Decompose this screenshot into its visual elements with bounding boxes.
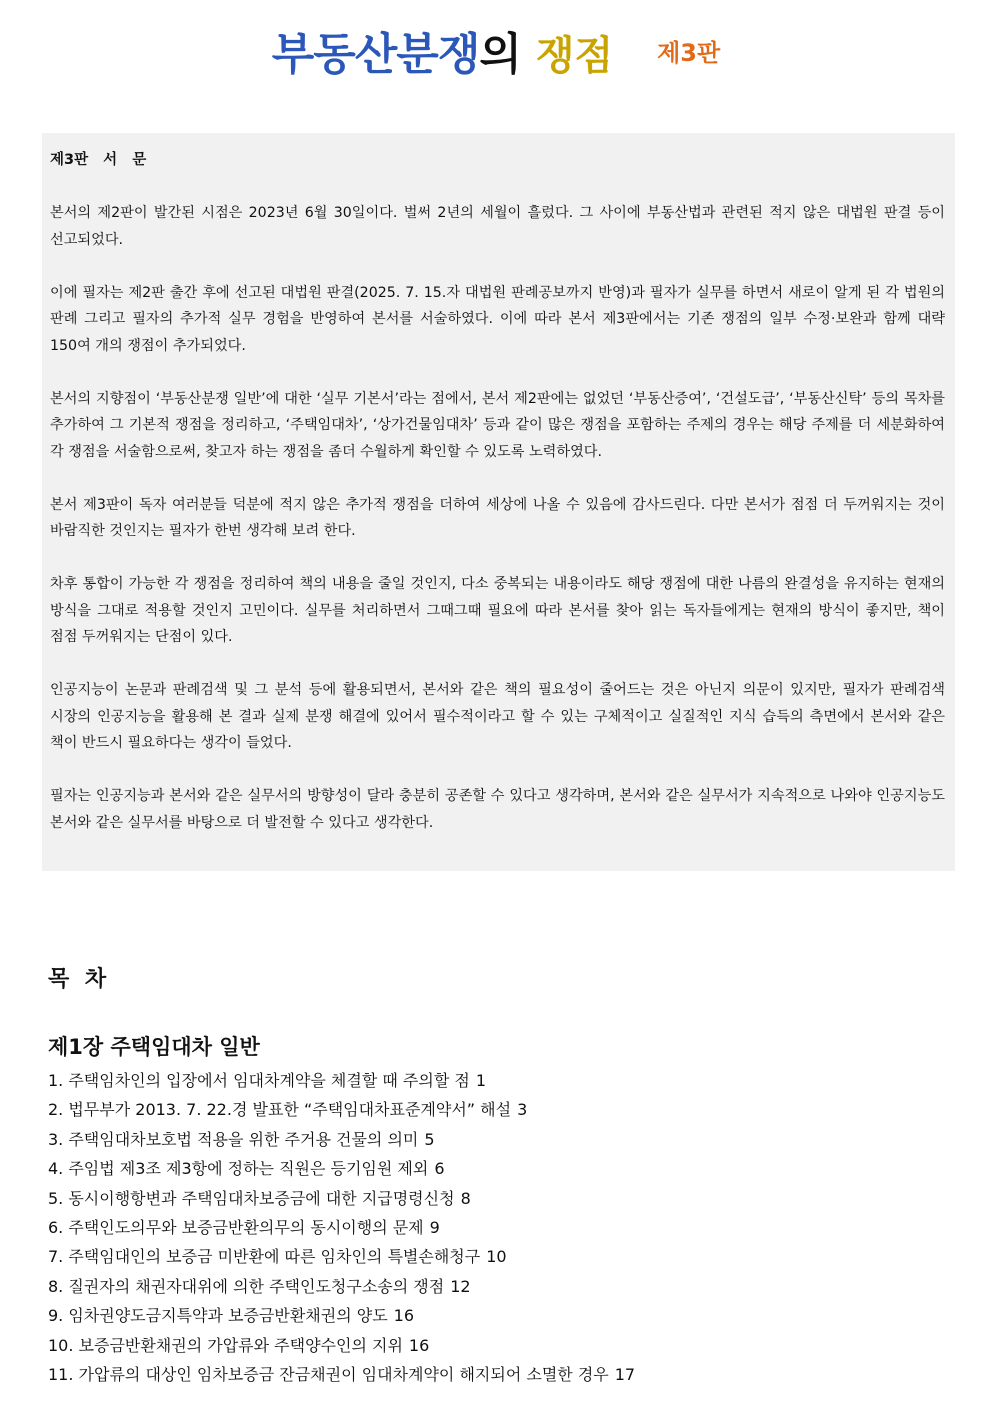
toc-item-page: 9	[429, 1218, 440, 1238]
toc-item-label: 8. 질권자의 채권자대위에 의한 주택인도청구소송의 쟁점	[48, 1276, 445, 1296]
preface-paragraph-2: 이에 필자는 제2판 출간 후에 선고된 대법원 판결(2025. 7. 15.자 대법원 판례공보까지 반영)과 필자가 실무를 하면서 새로이 알게 된 각 법원의 판례 그리고 필자의 추가적 실무 경험을 반영하여 본서를 서술하였다. 이에 따라 본서 제3판에서는 기존 쟁점의 일부 수정·보완과 함께 대략 150여 개의 쟁점이 추가되었다.	[50, 284, 945, 354]
toc-item-label: 5. 동시이행항변과 주택임대차보증금에 대한 지급명령신청	[48, 1188, 455, 1208]
book-title-particle: 의	[479, 29, 522, 80]
preface-paragraph-3: 본서의 지향점이 ‘부동산분쟁 일반’에 대한 ‘실무 기본서’라는 점에서, 본서 제2판에는 없었던 ‘부동산증여’, ‘건설도급’, ‘부동산신탁’ 등의 목차를 추가하여 그 기본적 쟁점을 정리하고, ‘주택임대차’, ‘상가건물임대차’ 등과 같이 많은 쟁점을 포함하는 주제의 경우는 해당 주제를 더 세분화하여 각 쟁점을 서술함으로써, 찾고자 하는 쟁점을 좀더 수월하게 확인할 수 있도록 노력하였다.	[50, 390, 945, 460]
toc-item[interactable]	[48, 1301, 948, 1330]
toc-item-label: 1. 주택임차인의 입장에서 임대차계약을 체결할 때 주의할 점	[48, 1071, 470, 1090]
toc-item-page: 3	[517, 1100, 528, 1120]
toc-item[interactable]	[48, 1184, 948, 1213]
preface-paragraph-6: 인공지능이 논문과 판례검색 및 그 분석 등에 활용되면서, 본서와 같은 책의 필요성이 줄어드는 것은 아닌지 의문이 있지만, 필자가 판례검색 시장의 인공지능을 활용해 본 결과 실제 분쟁 해결에 있어서 필수적이라고 할 수 있는 구체적이고 실질적인 지식 습득의 측면에서 본서와 같은 책이 반드시 필요하다는 생각이 들었다.	[50, 682, 945, 751]
preface-paragraph-4: 본서 제3판이 독자 여러분들 덕분에 적지 않은 추가적 쟁점을 더하여 세상에 나올 수 있음에 감사드린다. 다만 본서가 점점 더 두꺼워지는 것이 바람직한 것인지는 필자가 한번 생각해 보려 한다.	[50, 496, 945, 539]
toc-item[interactable]	[48, 1272, 948, 1301]
toc-item-label: 7. 주택임대인의 보증금 미반환에 따른 임차인의 특별손해청구	[48, 1247, 481, 1267]
toc-item-label: 11. 가압류의 대상인 임차보증금 잔금채권이 임대차계약이 해지되어 소멸한 경우	[48, 1365, 609, 1385]
toc-item[interactable]	[48, 1360, 948, 1389]
preface-heading: 제3판 서 문	[50, 152, 147, 168]
toc-item[interactable]	[48, 1213, 948, 1242]
toc-item-page: 12	[450, 1276, 471, 1296]
toc-item-page: 10	[486, 1247, 507, 1267]
preface-box	[42, 133, 955, 871]
toc-item-page: 5	[424, 1129, 435, 1149]
toc-title: 목 차	[48, 967, 111, 992]
preface-paragraph-1: 본서의 제2판이 발간된 시점은 2023년 6월 30일이다. 벌써 2년의 세월이 흘렀다. 그 사이에 부동산법과 관련된 적지 않은 대법원 판결 등이 선고되었다.	[50, 205, 945, 248]
toc-item[interactable]	[48, 1242, 948, 1271]
book-title-main: 부동산분쟁	[271, 29, 480, 80]
toc-item-label: 3. 주택임대차보호법 적용을 위한 주거용 건물의 의미	[48, 1129, 419, 1149]
toc-item-page: 6	[434, 1159, 445, 1179]
preface-paragraph-7: 필자는 인공지능과 본서와 같은 실무서의 방향성이 달라 충분히 공존할 수 있다고 생각하며, 본서와 같은 실무서가 지속적으로 나와야 인공지능도 본서와 같은 실무서를 바탕으로 더 발전할 수 있다고 생각한다.	[50, 788, 945, 831]
toc-item-label: 4. 주임법 제3조 제3항에 정하는 직원은 등기임원 제외	[48, 1159, 429, 1179]
toc-item-page: 16	[408, 1335, 430, 1355]
toc-item[interactable]	[48, 1154, 948, 1183]
toc-item[interactable]	[48, 1095, 948, 1124]
book-title	[0, 18, 992, 82]
book-title-issue: 쟁점	[535, 33, 614, 79]
toc-item-page: 17	[614, 1365, 636, 1385]
toc-item-label: 6. 주택인도의무와 보증금반환의무의 동시이행의 문제	[48, 1218, 424, 1238]
toc-list	[48, 1066, 948, 1389]
toc-item-label: 9. 임차권양도금지특약과 보증금반환채권의 양도	[48, 1306, 388, 1326]
chapter-title: 제1장 주택임대차 일반	[48, 1035, 260, 1059]
toc-item[interactable]	[48, 1066, 948, 1095]
toc-item-label: 2. 법무부가 2013. 7. 22.경 발표한 “주택임대차표준계약서” 해설	[48, 1100, 512, 1120]
toc-item[interactable]	[48, 1125, 948, 1154]
toc-item-page: 8	[460, 1188, 471, 1208]
toc-item[interactable]	[48, 1331, 948, 1360]
toc-item-page: 1	[475, 1071, 486, 1090]
edition-label: 제3판	[657, 39, 721, 67]
toc-item-label: 10. 보증금반환채권의 가압류와 주택양수인의 지위	[48, 1335, 403, 1355]
preface-paragraph-5: 차후 통합이 가능한 각 쟁점을 정리하여 책의 내용을 줄일 것인지, 다소 중복되는 내용이라도 해당 쟁점에 대한 나름의 완결성을 유지하는 현재의 방식을 그대로 적용할 것인지 고민이다. 실무를 처리하면서 그때그때 필요에 따라 본서를 찾아 읽는 독자들에게는 현재의 방식이 좋지만, 책이 점점 두꺼워지는 단점이 있다.	[50, 576, 945, 645]
toc-item-page: 16	[393, 1306, 415, 1326]
